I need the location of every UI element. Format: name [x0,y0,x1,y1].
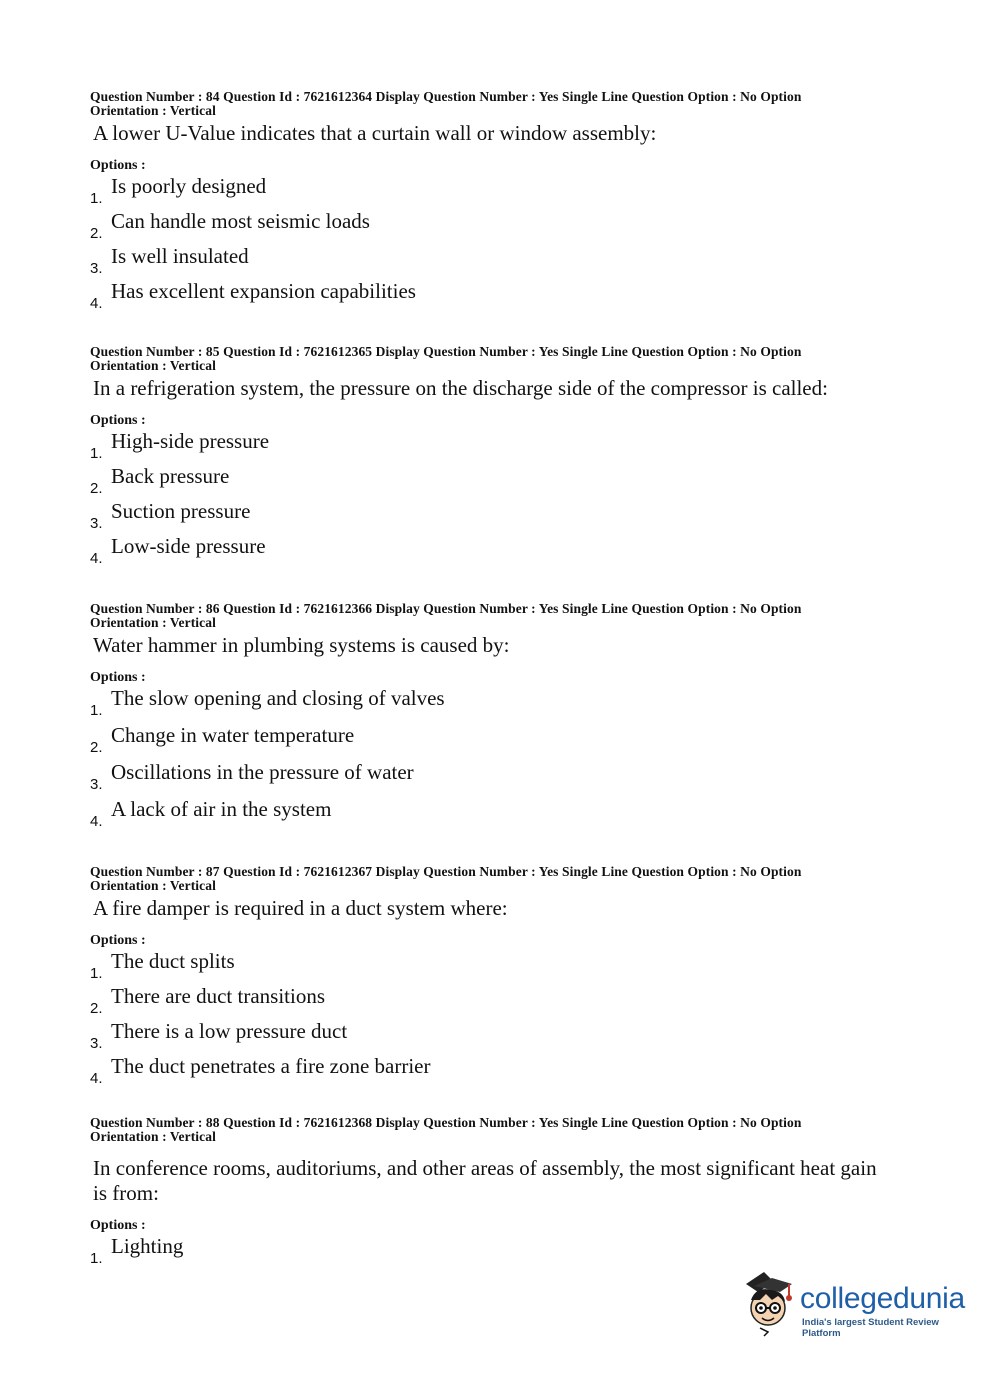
question-text: Water hammer in plumbing systems is caused by: [93,633,510,657]
option-item: 2. There are duct transitions [90,984,325,1017]
option-item: 4. A lack of air in the system [90,797,332,830]
collegedunia-logo [742,1270,972,1340]
options-label: Options : [90,158,146,173]
option-item: 4. Low-side pressure [90,534,266,567]
question-meta: Question Number : 84 Question Id : 7621612364 Display Question Number : Yes Single Line Question Option : No Option Orientation : Vertical [90,89,802,118]
question-text: In conference rooms, auditoriums, and other areas of assembly, the most significant heat gain is from: [93,1156,877,1205]
question-meta: Question Number : 88 Question Id : 7621612368 Display Question Number : Yes Single Line Question Option : No Option Orientation : Vertical [90,1115,802,1144]
logo-brand: collegedunia [800,1282,965,1315]
question-block [90,90,890,314]
option-item: 3. Suction pressure [90,499,251,532]
option-item: 1. High-side pressure [90,429,270,462]
question-text: In a refrigeration system, the pressure on the discharge side of the compressor is called: [93,376,828,400]
logo-tagline: India's largest Student Review Platform [802,1317,939,1339]
option-item: 4. Has excellent expansion capabilities [90,279,416,312]
options-label: Options : [90,670,146,685]
question-block [90,1116,890,1269]
option-item: 3. Oscillations in the pressure of water [90,760,414,793]
option-item: 1. The slow opening and closing of valves [90,686,445,719]
question-text: A lower U-Value indicates that a curtain wall or window assembly: [93,121,657,145]
option-item: 3. Is well insulated [90,244,249,277]
question-meta: Question Number : 86 Question Id : 7621612366 Display Question Number : Yes Single Line Question Option : No Option Orientation : Vertical [90,601,802,630]
question-block [90,345,890,569]
question-text: A fire damper is required in a duct system where: [93,896,508,920]
options-label: Options : [90,413,146,428]
option-item: 2. Can handle most seismic loads [90,209,370,242]
option-item: 1. Is poorly designed [90,174,267,207]
option-item: 2. Back pressure [90,464,230,497]
option-item: 1. The duct splits [90,949,235,982]
options-label: Options : [90,1218,146,1233]
option-item: 3. There is a low pressure duct [90,1019,348,1052]
option-item: 2. Change in water temperature [90,723,355,756]
question-block [90,865,890,1089]
question-block [90,602,890,834]
option-item: 1. Lighting [90,1234,184,1267]
mascot-icon [742,1270,802,1340]
question-meta: Question Number : 85 Question Id : 7621612365 Display Question Number : Yes Single Line Question Option : No Option Orientation : Vertical [90,344,802,373]
option-item: 4. The duct penetrates a fire zone barrier [90,1054,431,1087]
question-meta: Question Number : 87 Question Id : 7621612367 Display Question Number : Yes Single Line Question Option : No Option Orientation : Vertical [90,864,802,893]
options-label: Options : [90,933,146,948]
